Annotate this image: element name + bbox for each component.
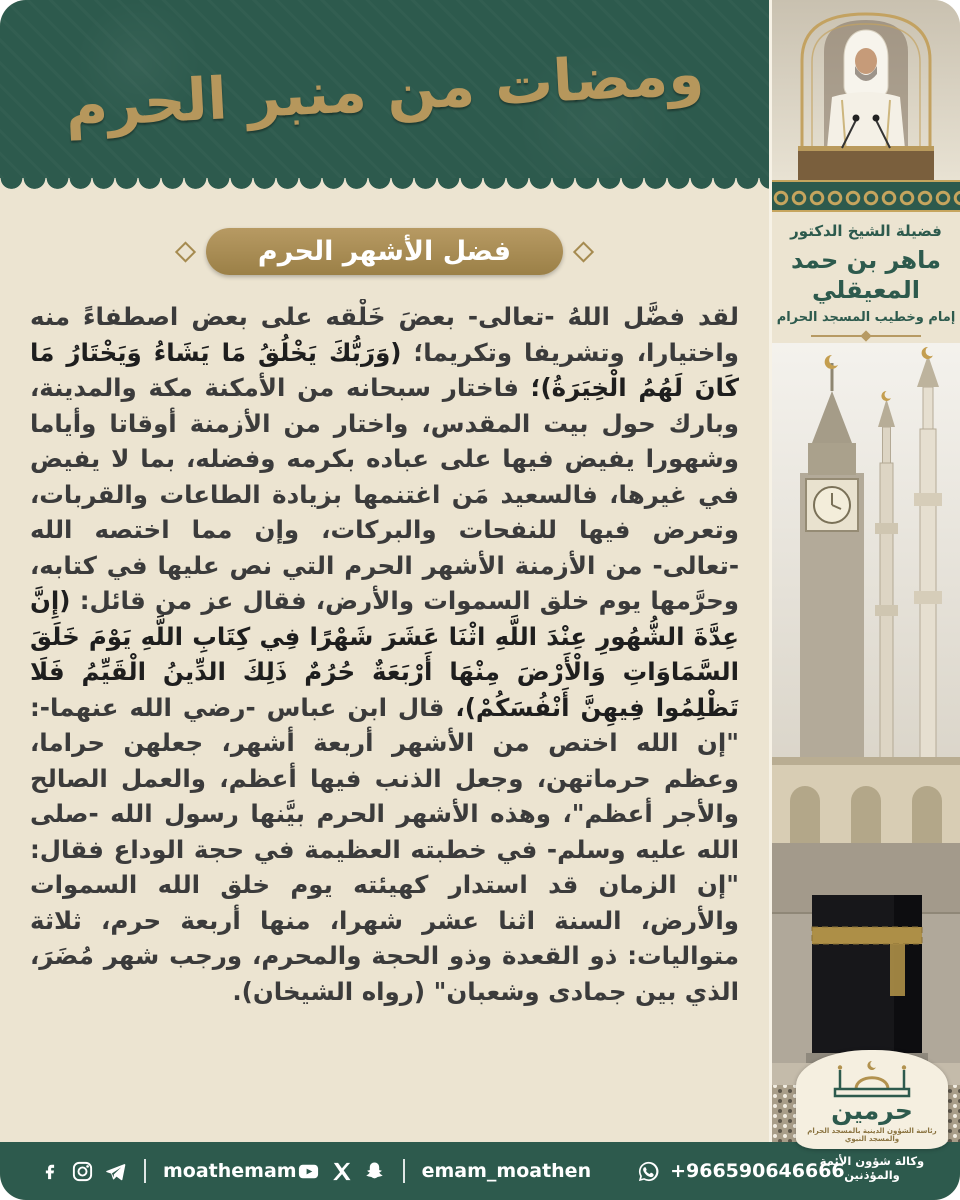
sidebar [769,0,960,1200]
snapchat-icon [363,1160,386,1183]
gold-divider-ornament [811,335,921,337]
social-handle-2: emam_moathen [421,1160,592,1182]
sheikh-role: إمام وخطيب المسجد الحرام [776,310,956,325]
instagram-icon [71,1160,94,1183]
scallop-border [0,178,769,190]
x-icon [330,1160,353,1183]
article-body [30,299,739,1009]
harmain-logo-blob [796,1050,948,1149]
text-segment: لقد فضَّل اللهُ -تعالى- بعضَ خَلْقه على بعض اصطفاءً منه واختيارا، وتشريفا وتكريما؛ [30,302,739,367]
social-handle-1: moathemam [163,1160,297,1182]
article-title-badge: فضل الأشهر الحرم [206,228,563,275]
text-segment: قال ابن عباس -رضي الله عنهما-: "إن الله اختص من الأشهر أربعة أشهر، جعلهن حراما، وعظم حرماتهن، وجعل الذنب فيها أعظم، والعمل الصالح والأجر أعظم"، وهذه الأشهر الحرم بيَّنها رسول الله -صلى الله عليه وسلم- في خطبته العظيمة في حجة الوداع فقال: [30,692,739,864]
gold-ring-ornament-band [772,180,960,212]
calligraphy-title: ومضات من منبر الحرم [63,39,706,141]
telegram-icon [104,1160,127,1183]
harmain-logo-title: حرمين [831,1095,913,1125]
masjid-alharam-minarets-photo [772,343,960,843]
quran-verse: (إِنَّ عِدَّةَ الشُّهُورِ عِنْدَ اللَّهِ اثْنَا عَشَرَ شَهْرًا فِي كِتَابِ اللَّهِ يَوْمَ خَلَقَ السَّمَاوَاتِ وَالْأَرْضَ مِنْهَا أَرْبَعَةٌ حُرُمٌ ذَلِكَ الدِّينُ الْقَيِّمُ فَلَا تَظْلِمُوا فِيهِنَّ أَنْفُسَكُمْ)، [30,586,739,722]
sheikh-honorific: فضيلة الشيخ الدكتور [790,222,942,240]
sheikh-name: ماهر بن حمد المعيقلي [790,246,941,304]
sheikh-at-minbar-photo [772,0,960,180]
hadith-quote: "إن الزمان قد استدار كهيئته يوم خلق الله السموات والأرض، السنة اثنا عشر شهرا، منها أربعة حرم، ثلاثة متواليات: ذو القعدة وذو الحجة والمحرم، ورجب شهر مُضَرَ، الذي بين جمادى وشعبان" [30,870,739,1006]
youtube-icon [297,1160,320,1183]
whatsapp-number: +966590646666 [670,1160,845,1182]
separator [144,1159,146,1183]
hadith-source: (رواه الشيخان). [232,976,426,1006]
agency-line: وكالة شؤون الأئمة والمؤذنين [819,1154,925,1182]
separator [403,1159,405,1183]
harmain-logo-subtitle: رئاسة الشؤون الدينية بالمسجد الحرام والمسجد النبوي [807,1127,937,1143]
harmain-logo [796,1050,948,1182]
social-group-2 [297,1159,592,1183]
article-area [0,212,769,1009]
mosque-icon [827,1058,917,1098]
whatsapp-icon [637,1160,660,1183]
facebook-icon [38,1160,61,1183]
text-segment: فاختار سبحانه من الأمكنة مكة والمدينة، وبارك حول بيت المقدس، واختار من الأزمنة أوقاتا وأياما وشهورا يفيض فيها على عباده بكرمه وفضله، بما لا يفيض في غيرها، فالسعيد مَن اغتنمها بزيادة الطاعات والقربات، وتعرض فيها للنفحات والبركات، وإن مما اختصه الله -تعالى- من الأزمنة الأشهر الحرم التي نص عليها في كتابه، وحرَّمها يوم خلق السموات والأرض، فقال عز من قائل: [30,373,739,616]
header-band [0,0,769,178]
quran-verse: (وَرَبُّكَ يَخْلُقُ مَا يَشَاءُ وَيَخْتَارُ مَا كَانَ لَهُمُ الْخِيَرَةُ)؛ [30,337,739,403]
social-group-1 [38,1159,297,1183]
